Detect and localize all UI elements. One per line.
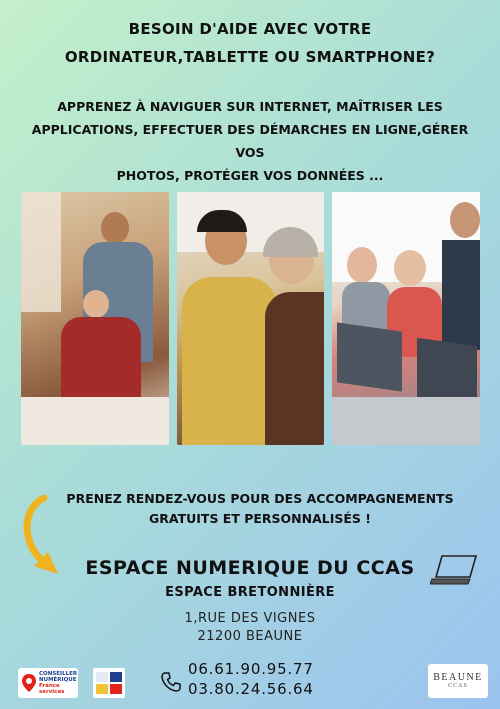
intro-line-1: APPRENEZ À NAVIGUER SUR INTERNET, MAÎTRISER LES (57, 99, 443, 114)
cta-line-2: GRATUITS ET PERSONNALISÉS ! (149, 511, 371, 526)
address-street: 1,RUE DES VIGNES (184, 611, 316, 626)
intro-line-2: APPLICATIONS, EFFECTUER DES DÉMARCHES EN LIGNE,GÉRER VOS (31, 122, 469, 160)
conseiller-logo-line-4: services (39, 689, 65, 695)
conseiller-logo-line-1: CONSEILLER (39, 671, 78, 677)
address-city: 21200 BEAUNE (197, 629, 303, 644)
intro-line-3: PHOTOS, PROTÉGER VOS DONNÉES ... (116, 168, 384, 183)
photo-young-man-and-woman-at-laptop (177, 192, 324, 445)
conseiller-logo-line-3: France (39, 683, 60, 689)
beaune-logo-sub: CCAS (448, 683, 468, 689)
conseiller-numerique-logo (18, 668, 78, 698)
photo-seniors-with-laptops (332, 192, 480, 445)
cta-line-1: PRENEZ RENDEZ-VOUS POUR DES ACCOMPAGNEMENTS (66, 491, 454, 506)
phone-icon (160, 671, 182, 693)
venue-title: ESPACE NUMERIQUE DU CCAS (85, 557, 415, 579)
phone-number-1[interactable]: 06.61.90.95.77 (188, 660, 314, 678)
heading-line-1: BESOIN D'AIDE AVEC VOTRE (128, 20, 372, 38)
beaune-logo-name: BEAUNE (433, 672, 483, 683)
photo-teacher-helping-senior (21, 192, 169, 445)
partner-logo (93, 668, 125, 698)
address (0, 610, 500, 646)
phone-number-2[interactable]: 03.80.24.56.64 (188, 680, 314, 698)
venue-subtitle: ESPACE BRETONNIÈRE (165, 585, 335, 600)
appointment-call-to-action (40, 489, 480, 529)
conseiller-logo-line-2: NUMÉRIQUE (39, 677, 77, 683)
intro-text (20, 95, 480, 187)
location-pin-icon (21, 673, 37, 693)
heading-line-2: ORDINATEUR,TABLETTE OU SMARTPHONE? (64, 48, 436, 66)
laptop-icon (430, 553, 482, 587)
beaune-ccas-logo (428, 664, 488, 698)
